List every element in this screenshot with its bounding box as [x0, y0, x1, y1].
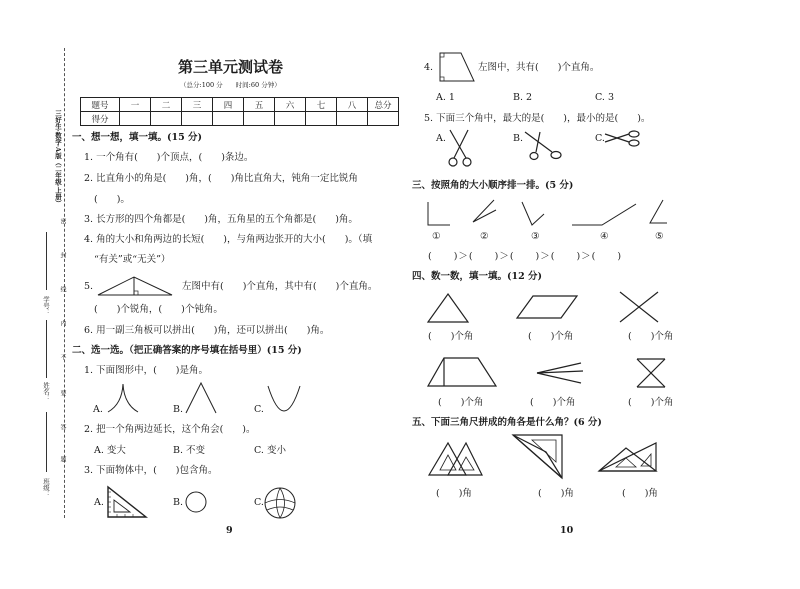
- option-label[interactable]: B.: [173, 404, 184, 415]
- angle-type-answer[interactable]: ( )角: [622, 488, 658, 499]
- set-square-icon: [105, 484, 149, 520]
- binding-line: [64, 48, 65, 518]
- option-label[interactable]: C. 3: [595, 92, 615, 103]
- table-cell: 六: [275, 98, 306, 112]
- question-text: 2. 把一个角两边延长，这个角会( )。: [84, 424, 256, 435]
- option-label[interactable]: C.: [254, 404, 264, 415]
- table-row: [81, 112, 399, 126]
- score-cell[interactable]: [120, 112, 151, 126]
- edition-label: 三好生·数学·A版（二年级·上册）: [54, 110, 62, 207]
- seal-char: 不: [59, 354, 66, 360]
- page-number: 9: [226, 525, 233, 536]
- score-cell[interactable]: [213, 112, 244, 126]
- score-cell[interactable]: [244, 112, 275, 126]
- table-cell: 总分: [368, 98, 399, 112]
- curved-angle-icon: [106, 380, 140, 416]
- set-square-combo-icon: [510, 432, 568, 480]
- angle-4-icon: [570, 200, 640, 228]
- option-label[interactable]: C. 变小: [254, 445, 286, 456]
- score-cell[interactable]: [337, 112, 368, 126]
- trapezoid-figure: [437, 50, 477, 84]
- question-text: “有关”或“无关”）: [94, 254, 171, 265]
- question-text: 5. 下面三个角中，最大的是( )，最小的是( )。: [424, 113, 651, 124]
- angle-5-icon: [647, 198, 675, 226]
- seal-char: 答: [59, 424, 66, 430]
- angle-mark: ①: [432, 231, 441, 242]
- trapezoid-shape: [424, 355, 500, 389]
- seal-char: 密: [59, 218, 66, 224]
- arc-icon: [266, 382, 302, 416]
- angle-type-answer[interactable]: ( )角: [538, 488, 574, 499]
- angle-mark: ③: [531, 231, 540, 242]
- page-subtitle: （总分:100 分 时间:60 分钟）: [180, 81, 281, 89]
- score-cell[interactable]: [368, 112, 399, 126]
- score-cell[interactable]: [275, 112, 306, 126]
- question-text: 6. 用一副三角板可以拼出( )角，还可以拼出( )角。: [84, 325, 330, 336]
- question-text: 左图中有( )个直角，其中有( )个直角。: [182, 281, 378, 292]
- score-cell[interactable]: [306, 112, 337, 126]
- table-cell: 题号: [81, 98, 120, 112]
- table-cell: 八: [337, 98, 368, 112]
- table-cell: 四: [213, 98, 244, 112]
- option-label[interactable]: B. 2: [513, 92, 533, 103]
- scissors-icon: [446, 128, 474, 168]
- question-text: 1. 下面图形中，( )是角。: [84, 365, 208, 376]
- question-text: 4. 角的大小和角两边的长短( )，与角两边张开的大小( )。（填: [84, 234, 373, 245]
- count-answer[interactable]: ( )个角: [428, 331, 474, 342]
- section-5-heading: 五、下面三角尺拼成的角各是什么角？(6 分): [412, 417, 602, 428]
- question-text: 3. 长方形的四个角都是( )角，五角星的五个角都是( )角。: [84, 214, 358, 225]
- class-label: 班级：: [42, 478, 50, 498]
- option-label[interactable]: A. 1: [436, 92, 455, 103]
- table-row: [81, 98, 399, 112]
- angle-3-icon: [518, 200, 546, 228]
- option-label[interactable]: C.: [254, 497, 264, 508]
- question-text: 左图中，共有( )个直角。: [478, 62, 600, 73]
- hourglass-shape: [634, 356, 668, 390]
- question-number: 4.: [424, 62, 434, 73]
- seal-char: 封: [59, 252, 66, 258]
- section-3-heading: 三、按照角的大小顺序排一排。(5 分): [412, 180, 574, 191]
- page-number: 10: [560, 525, 574, 536]
- table-cell: 七: [306, 98, 337, 112]
- count-answer[interactable]: ( )个角: [628, 331, 674, 342]
- question-number: 5.: [84, 281, 94, 292]
- set-square-combo-icon: [426, 440, 484, 478]
- seal-char: 题: [59, 456, 66, 462]
- count-answer[interactable]: ( )个角: [628, 397, 674, 408]
- question-text: 2. 比直角小的角是( )角，( )角比直角大，钝角一定比锐角: [84, 173, 358, 184]
- option-label[interactable]: B. 不变: [173, 445, 206, 456]
- table-cell: 五: [244, 98, 275, 112]
- table-cell: 一: [120, 98, 151, 112]
- triangle-figure: [96, 275, 176, 299]
- section-4-heading: 四、数一数，填一填。(12 分): [412, 271, 543, 282]
- score-cell[interactable]: [151, 112, 182, 126]
- option-label[interactable]: A. 变大: [94, 445, 126, 456]
- page-title: 第三单元测试卷: [178, 58, 284, 76]
- section-1-heading: 一、想一想，填一填。(15 分): [72, 132, 203, 143]
- parallelogram-shape: [515, 293, 579, 321]
- seal-char: 线: [59, 286, 66, 292]
- table-cell: 得分: [81, 112, 120, 126]
- scissors-icon: [603, 130, 643, 150]
- question-text: ( )。: [94, 194, 130, 205]
- ball-icon: [263, 486, 297, 520]
- score-cell[interactable]: [182, 112, 213, 126]
- option-label[interactable]: A.: [436, 133, 446, 144]
- score-table: [80, 97, 399, 126]
- order-answer-line[interactable]: ( )＞( )＞( )＞( )＞( ): [428, 251, 623, 262]
- seal-char: 内: [59, 320, 66, 326]
- student-number-label: 学号：: [42, 296, 50, 316]
- option-label[interactable]: B.: [513, 133, 524, 144]
- section-2-heading: 二、选一选。（把正确答案的序号填在括号里）(15 分): [72, 345, 302, 356]
- angle-type-answer[interactable]: ( )角: [436, 488, 472, 499]
- option-label[interactable]: C.: [595, 133, 605, 144]
- name-line[interactable]: [46, 320, 47, 378]
- cross-lines-shape: [617, 289, 661, 325]
- angle-1-icon: [426, 200, 452, 228]
- angle-mark: ⑤: [655, 231, 664, 242]
- name-label: 姓名：: [42, 382, 50, 402]
- count-answer[interactable]: ( )个角: [528, 331, 574, 342]
- count-answer[interactable]: ( )个角: [530, 397, 576, 408]
- table-cell: 二: [151, 98, 182, 112]
- angle-mark: ④: [600, 231, 609, 242]
- scissors-icon: [522, 130, 566, 162]
- question-text: ( )个锐角，( )个钝角。: [94, 304, 223, 315]
- circle-icon: [184, 490, 208, 514]
- rays-shape: [535, 360, 585, 386]
- table-cell: 三: [182, 98, 213, 112]
- set-square-combo-icon: [596, 440, 662, 474]
- triangle-shape: [425, 291, 471, 325]
- question-text: 1. 一个角有( )个顶点，( )条边。: [84, 152, 254, 163]
- student-number-line[interactable]: [46, 232, 47, 290]
- class-line[interactable]: [46, 412, 47, 472]
- angle-mark: ②: [480, 231, 489, 242]
- option-label[interactable]: A.: [93, 404, 103, 415]
- seal-char: 要: [59, 390, 66, 396]
- option-label[interactable]: A.: [94, 497, 104, 508]
- straight-angle-icon: [184, 380, 218, 416]
- option-label[interactable]: B.: [173, 497, 184, 508]
- count-answer[interactable]: ( )个角: [438, 397, 484, 408]
- question-text: 3. 下面物体中，( )包含角。: [84, 465, 218, 476]
- angle-2-icon: [470, 198, 498, 226]
